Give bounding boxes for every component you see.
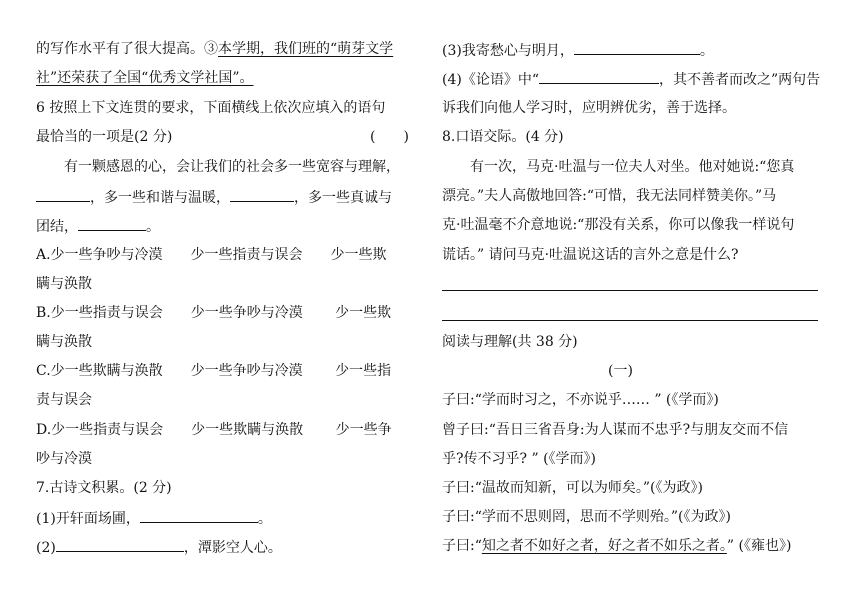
- q6-title: 6 按照上下文连贯的要求，下面横线上依次应填入的语句: [36, 100, 386, 116]
- q6-points: 最恰当的一项是(2 分): [36, 129, 173, 145]
- q6-para1: 有一颗感恩的心，会让我们的社会多一些宽容与理解，: [64, 159, 400, 175]
- q6-para2-text-b: ，多一些真诚与: [294, 190, 392, 206]
- q8-answer-line-2[interactable]: [442, 320, 818, 321]
- q6-para2-text-a: ，多一些和谐与温暖，: [90, 190, 230, 206]
- quote-5-prefix: 子曰:“: [442, 538, 482, 554]
- q7-item1-end: 。: [257, 511, 272, 527]
- q7-item2: [36, 537, 282, 557]
- q6-option-d-line2: 吵与冷漠: [36, 451, 92, 467]
- q7-item4-blank[interactable]: [539, 69, 659, 84]
- quote-5-underlined: 知之者不如好之者，好之者不如乐之者。: [481, 538, 727, 554]
- q7-item2-number: (2): [36, 540, 56, 556]
- q6-option-b-line1[interactable]: B.少一些指责与误会 少一些争吵与冷漠 少一些欺: [36, 305, 392, 321]
- q6-option-c-line2: 责与误会: [36, 392, 92, 408]
- q5-tail-text: 的写作水平有了很大提高。③: [36, 41, 218, 57]
- reading-section-number: (一): [608, 363, 633, 379]
- q8-line3: 克·吐温毫不介意地说:“那没有关系，你可以像我一样说句: [442, 217, 795, 233]
- q8-line4: 谎话。” 请问马克·吐温说这话的言外之意是什么?: [442, 247, 739, 263]
- q7-item1-blank[interactable]: [140, 508, 258, 523]
- quote-1: 子曰:“学而时习之，不亦说乎…… ” (《学而》): [442, 392, 719, 408]
- q6-option-b-line2: 瞒与涣散: [36, 334, 92, 350]
- q7-title: 7.古诗文积累。(2 分): [36, 480, 172, 496]
- q7-item1-text: (1)开轩面场圃，: [36, 511, 140, 527]
- q6-para3-text-a: 团结，: [36, 219, 78, 235]
- quote-3: 子曰:“温故而知新，可以为师矣。”(《为政》): [442, 480, 703, 496]
- quote-5-source: ” (《雍也》): [726, 538, 792, 554]
- q7-item4-text-b: ，其不善者而改之”两句告: [659, 72, 821, 88]
- q6-para3-text-b: 。: [146, 219, 160, 235]
- q8-answer-line-1[interactable]: [442, 290, 818, 291]
- q5-tail-line2: [36, 69, 253, 87]
- reading-title: 阅读与理解(共 38 分): [442, 334, 578, 350]
- q5-tail-line1: [36, 40, 393, 58]
- q7-item3-text: (3)我寄愁心与明月，: [442, 43, 574, 59]
- q7-item2-text: ，潭影空人心。: [183, 540, 282, 556]
- q7-item2-blank[interactable]: [56, 537, 184, 552]
- q6-para2: [36, 187, 392, 207]
- q8-line2: 漂亮。”夫人高傲地回答:“可惜，我无法同样赞美你。”马: [442, 188, 777, 204]
- q8-title: 8.口语交际。(4 分): [442, 129, 564, 145]
- q6-option-a-line1[interactable]: A.少一些争吵与冷漠 少一些指责与误会 少一些欺: [36, 247, 387, 263]
- q6-option-c-line1[interactable]: C.少一些欺瞒与涣散 少一些争吵与冷漠 少一些指: [36, 363, 392, 379]
- quote-5: [442, 537, 791, 555]
- q7-item4-text-a: (4)《论语》中“: [442, 72, 539, 88]
- q6-blank-1[interactable]: [36, 187, 90, 202]
- q6-option-d-line1[interactable]: D.少一些指责与误会 少一些欺瞒与涣散 少一些争: [36, 422, 392, 438]
- q7-item4: [442, 69, 820, 89]
- q6-title-line2: [36, 128, 409, 146]
- q6-blank-3[interactable]: [78, 216, 146, 231]
- q7-item3-blank[interactable]: [574, 40, 700, 55]
- q7-item3-end: 。: [699, 43, 714, 59]
- q6-blank-2[interactable]: [230, 187, 294, 202]
- q7-item3: [442, 40, 714, 60]
- q6-option-a-line2: 瞒与涣散: [36, 276, 92, 292]
- quote-2-line2: 乎?传不习乎? ” (《学而》): [442, 451, 596, 467]
- quote-4: 子曰:“学而不思则罔，思而不学则殆。”(《为政》): [442, 509, 731, 525]
- q5-underlined-sentence-part1: 本学期，我们班的“萌芽文学: [218, 41, 394, 57]
- q6-answer-bracket[interactable]: ( ): [370, 129, 409, 145]
- q6-para3: [36, 216, 160, 236]
- q7-item4-line2: 诉我们向他人学习时，应明辨优劣，善于选择。: [442, 100, 736, 116]
- q5-underlined-sentence-part2: 社”还荣获了全国“优秀文学社国”。: [36, 70, 254, 86]
- q8-line1: 有一次，马克·吐温与一位夫人对坐。他对她说:“您真: [470, 159, 795, 175]
- quote-2-line1: 曾子曰:“吾日三省吾身:为人谋而不忠乎?与朋友交而不信: [442, 422, 789, 438]
- q7-item1: [36, 508, 272, 528]
